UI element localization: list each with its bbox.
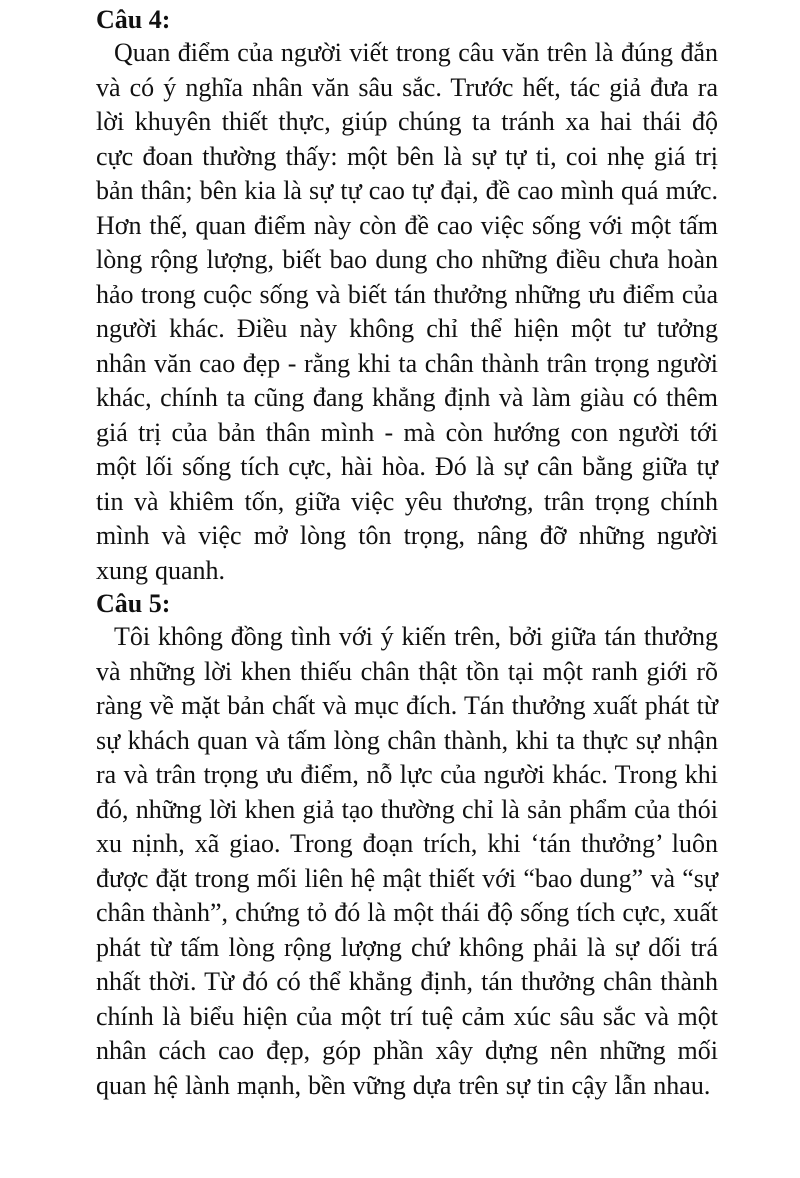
section-cau-5	[96, 588, 718, 1103]
section-heading: Câu 5:	[96, 589, 171, 618]
section-heading: Câu 4:	[96, 5, 171, 34]
section-cau-4	[96, 4, 718, 588]
section-body-paragraph: Tôi không đồng tình với ý kiến trên, bởi giữa tán thưởng và những lời khen thiếu chân thật tồn tại một ranh giới rõ ràng về mặt bản chất và mục đích. Tán thưởng xuất phát từ sự khách quan và tấm lòng chân thành, khi ta thực sự nhận ra và trân trọng ưu điểm, nỗ lực của người khác. Trong khi đó, những lời khen giả tạo thường chỉ là sản phẩm của thói xu nịnh, xã giao. Trong đoạn trích, khi ‘tán thưởng’ luôn được đặt trong mối liên hệ mật thiết với “bao dung” và “sự chân thành”, chứng tỏ đó là một thái độ sống tích cực, xuất phát từ tấm lòng rộng lượng chứ không phải là sự dối trá nhất thời. Từ đó có thể khẳng định, tán thưởng chân thành chính là biểu hiện của một trí tuệ cảm xúc sâu sắc và một nhân cách cao đẹp, góp phần xây dựng nên những mối quan hệ lành mạnh, bền vững dựa trên sự tin cậy lẫn nhau.	[96, 622, 718, 1100]
section-body-paragraph: Quan điểm của người viết trong câu văn trên là đúng đắn và có ý nghĩa nhân văn sâu sắc. Trước hết, tác giả đưa ra lời khuyên thiết thực, giúp chúng ta tránh xa hai thái độ cực đoan thường thấy: một bên là sự tự ti, coi nhẹ giá trị bản thân; bên kia là sự tự cao tự đại, đề cao mình quá mức. Hơn thế, quan điểm này còn đề cao việc sống với một tấm lòng rộng lượng, biết bao dung cho những điều chưa hoàn hảo trong cuộc sống và biết tán thưởng những ưu điểm của người khác. Điều này không chỉ thể hiện một tư tưởng nhân văn cao đẹp - rằng khi ta chân thành trân trọng người khác, chính ta cũng đang khẳng định và làm giàu có thêm giá trị của bản thân mình - mà còn hướng con người tới một lối sống tích cực, hài hòa. Đó là sự cân bằng giữa tự tin và khiêm tốn, giữa việc yêu thương, trân trọng chính mình và việc mở lòng tôn trọng, nâng đỡ những người xung quanh.	[96, 38, 718, 585]
